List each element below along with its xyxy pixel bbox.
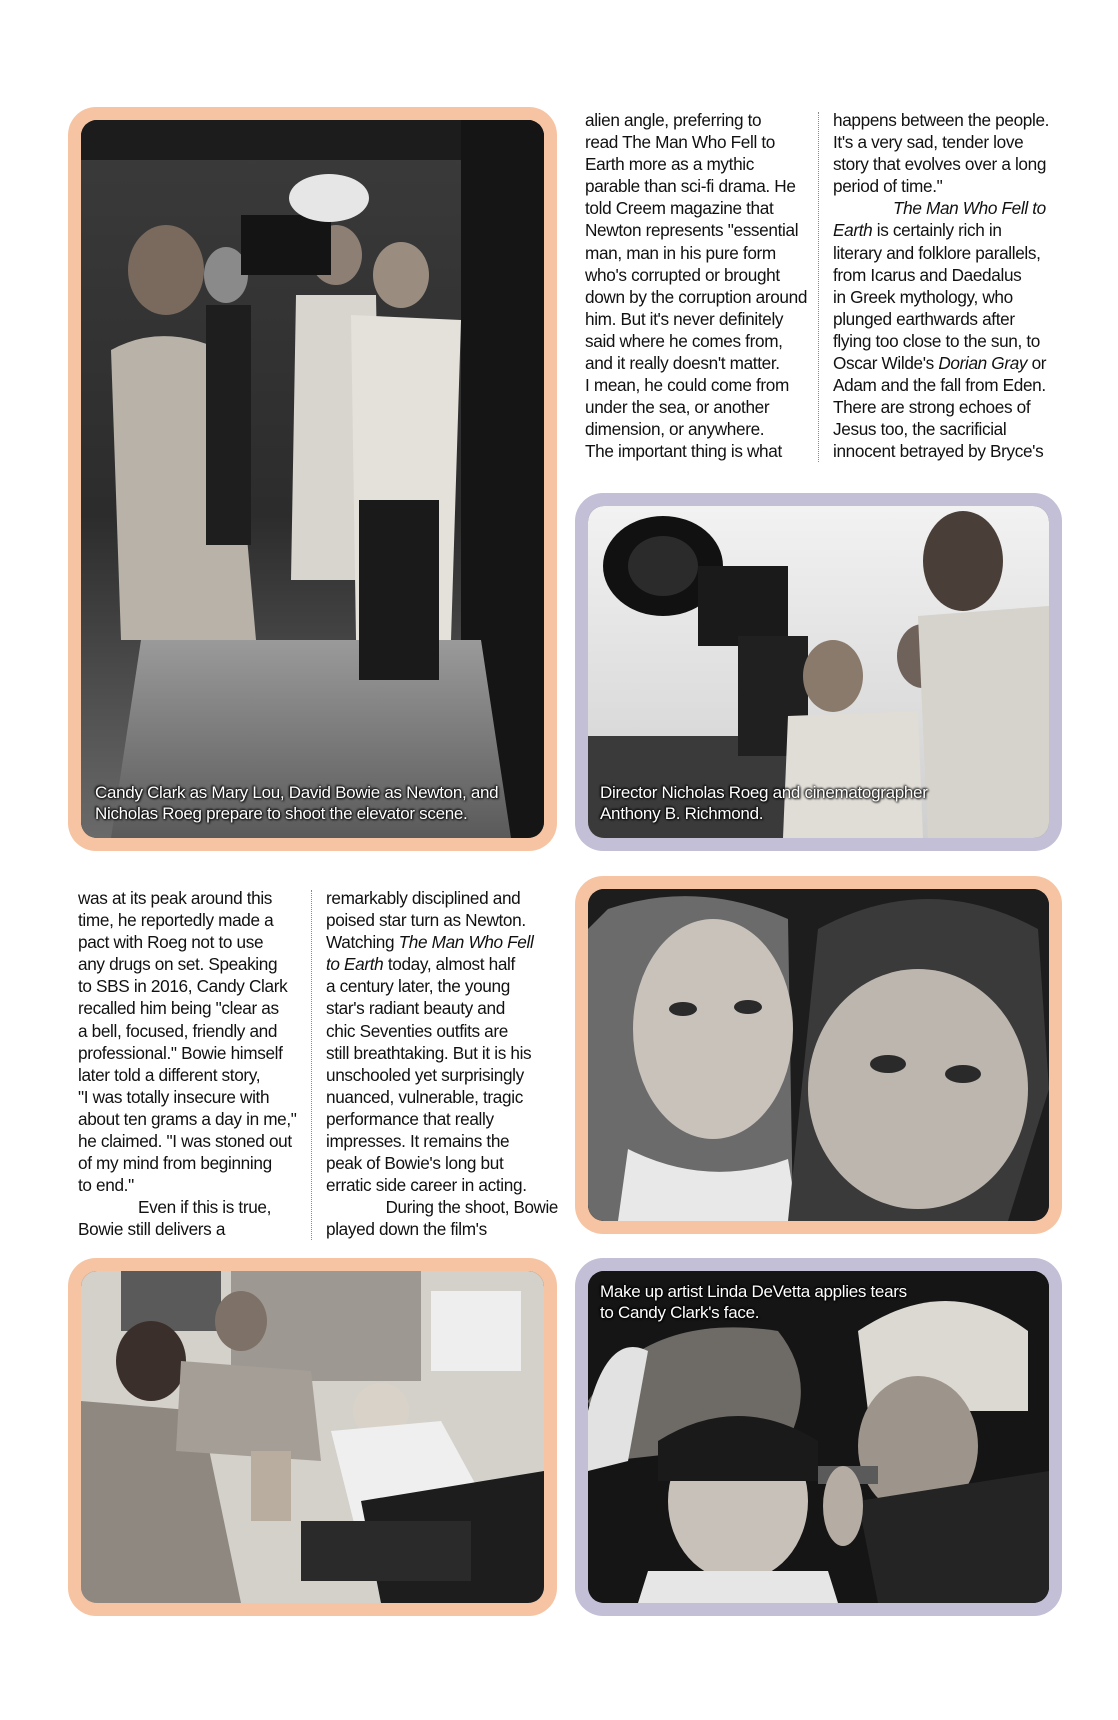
film-title: Earth [833, 220, 873, 241]
text-line: period of time." [833, 176, 943, 197]
text-line [326, 953, 558, 975]
text-line: Earth more as a mythic [585, 154, 755, 175]
elevator-photo-icon [81, 120, 544, 838]
text-line: happens between the people. [833, 110, 1050, 130]
text-line: There are strong echoes of [833, 397, 1031, 418]
text-line: "I was totally insecure with [78, 1086, 270, 1107]
text-fragment: Watching [326, 932, 399, 953]
text-line: remarkably disciplined and [326, 888, 521, 908]
text-line: dimension, or anywhere. [585, 419, 765, 440]
text-line: read The Man Who Fell to [585, 132, 775, 153]
text-line: star's radiant beauty and [326, 998, 505, 1019]
text-line: The important thing is what [585, 441, 782, 462]
text-line: man, man in his pure form [585, 242, 776, 263]
photo-caption-elevator: Candy Clark as Mary Lou, David Bowie as Newton, and Nicholas Roeg prepare to shoot the elevator scene. [95, 783, 499, 823]
text-line [833, 197, 1063, 219]
text-line: plunged earthwards after [833, 308, 1015, 329]
text-line: During the shoot, Bowie [385, 1197, 558, 1218]
text-line: any drugs on set. Speaking [78, 954, 278, 975]
closeup-photo-icon [588, 889, 1049, 1221]
text-line: poised star turn as Newton. [326, 910, 526, 931]
text-line: Even if this is true, [138, 1197, 272, 1218]
text-line: from Icarus and Daedalus [833, 264, 1022, 285]
text-line: said where he comes from, [585, 330, 783, 351]
photo-caption-camera: Director Nicholas Roeg and cinematographer Anthony B. Richmond. [600, 783, 928, 823]
text-line: story that evolves over a long [833, 154, 1047, 175]
text-line: flying too close to the sun, to [833, 330, 1040, 351]
column-divider [311, 890, 312, 1240]
text-line [833, 352, 1063, 374]
article-column-mid-left [78, 887, 308, 1241]
text-line: a bell, focused, friendly and [78, 1020, 278, 1041]
film-title: The Man Who Fell [398, 932, 534, 953]
photo-frame-closeup [575, 876, 1062, 1234]
text-line: about ten grams a day in me," [78, 1108, 297, 1129]
text-line: to SBS in 2016, Candy Clark [78, 976, 288, 997]
text-line: time, he reportedly made a [78, 910, 274, 931]
text-line: who's corrupted or brought [585, 264, 780, 285]
photo-frame-floor [68, 1258, 557, 1616]
text-line: alien angle, preferring to [585, 110, 762, 130]
text-line: Adam and the fall from Eden. [833, 375, 1046, 396]
text-line: Bowie still delivers a [78, 1219, 226, 1240]
text-line: I mean, he could come from [585, 375, 789, 396]
text-line: peak of Bowie's long but [326, 1153, 504, 1174]
photo-caption-makeup: Make up artist Linda DeVetta applies tears to Candy Clark's face. [600, 1282, 907, 1322]
text-line: innocent betrayed by Bryce's [833, 441, 1044, 462]
text-line: to end." [78, 1175, 134, 1196]
text-line: under the sea, or another [585, 397, 770, 418]
photo-elevator-scene [81, 120, 544, 838]
text-line: was at its peak around this [78, 888, 273, 908]
text-line: still breathtaking. But it is his [326, 1042, 532, 1063]
text-fragment: or [1027, 353, 1047, 374]
text-line: literary and folklore parallels, [833, 242, 1041, 263]
photo-director-camera [588, 506, 1049, 838]
photo-frame-makeup [575, 1258, 1062, 1616]
text-line: played down the film's [326, 1219, 487, 1240]
article-column-mid-right [326, 887, 558, 1241]
text-fragment: Oscar Wilde's [833, 353, 939, 374]
text-line: him. But it's never definitely [585, 308, 784, 329]
text-line [833, 219, 1063, 241]
text-line: in Greek mythology, who [833, 286, 1013, 307]
photo-makeup-tears [588, 1271, 1049, 1603]
text-line: a century later, the young [326, 976, 510, 997]
text-line: pact with Roeg not to use [78, 932, 264, 953]
text-line: professional." Bowie himself [78, 1042, 283, 1063]
text-line: and it really doesn't matter. [585, 353, 780, 374]
text-line: erratic side career in acting. [326, 1175, 527, 1196]
text-line: of my mind from beginning [78, 1153, 272, 1174]
article-column-top-left [585, 109, 810, 463]
text-line: Newton represents "essential [585, 220, 799, 241]
text-line: later told a different story, [78, 1064, 261, 1085]
text-line: Jesus too, the sacrificial [833, 419, 1007, 440]
text-line: impresses. It remains the [326, 1131, 510, 1152]
text-fragment: is certainly rich in [872, 220, 1002, 241]
photo-frame-camera [575, 493, 1062, 851]
text-line: nuanced, vulnerable, tragic [326, 1086, 523, 1107]
photo-bowie-clark-closeup [588, 889, 1049, 1221]
text-fragment: today, almost half [383, 954, 515, 975]
text-line: told Creem magazine that [585, 198, 774, 219]
text-line: down by the corruption around [585, 286, 808, 307]
text-line: performance that really [326, 1108, 494, 1129]
photo-floor-reading [81, 1271, 544, 1603]
book-title: Dorian Gray [938, 353, 1028, 374]
column-divider [818, 112, 819, 462]
film-title: to Earth [326, 954, 384, 975]
text-line [326, 931, 558, 953]
film-title: The Man Who Fell to [893, 198, 1046, 219]
text-line: chic Seventies outfits are [326, 1020, 508, 1041]
text-line: recalled him being "clear as [78, 998, 279, 1019]
photo-frame-elevator [68, 107, 557, 851]
text-line: he claimed. "I was stoned out [78, 1131, 292, 1152]
article-column-top-right [833, 109, 1063, 463]
text-line: unschooled yet surprisingly [326, 1064, 524, 1085]
text-line: It's a very sad, tender love [833, 132, 1024, 153]
text-line: parable than sci-fi drama. He [585, 176, 796, 197]
floor-photo-icon [81, 1271, 544, 1603]
